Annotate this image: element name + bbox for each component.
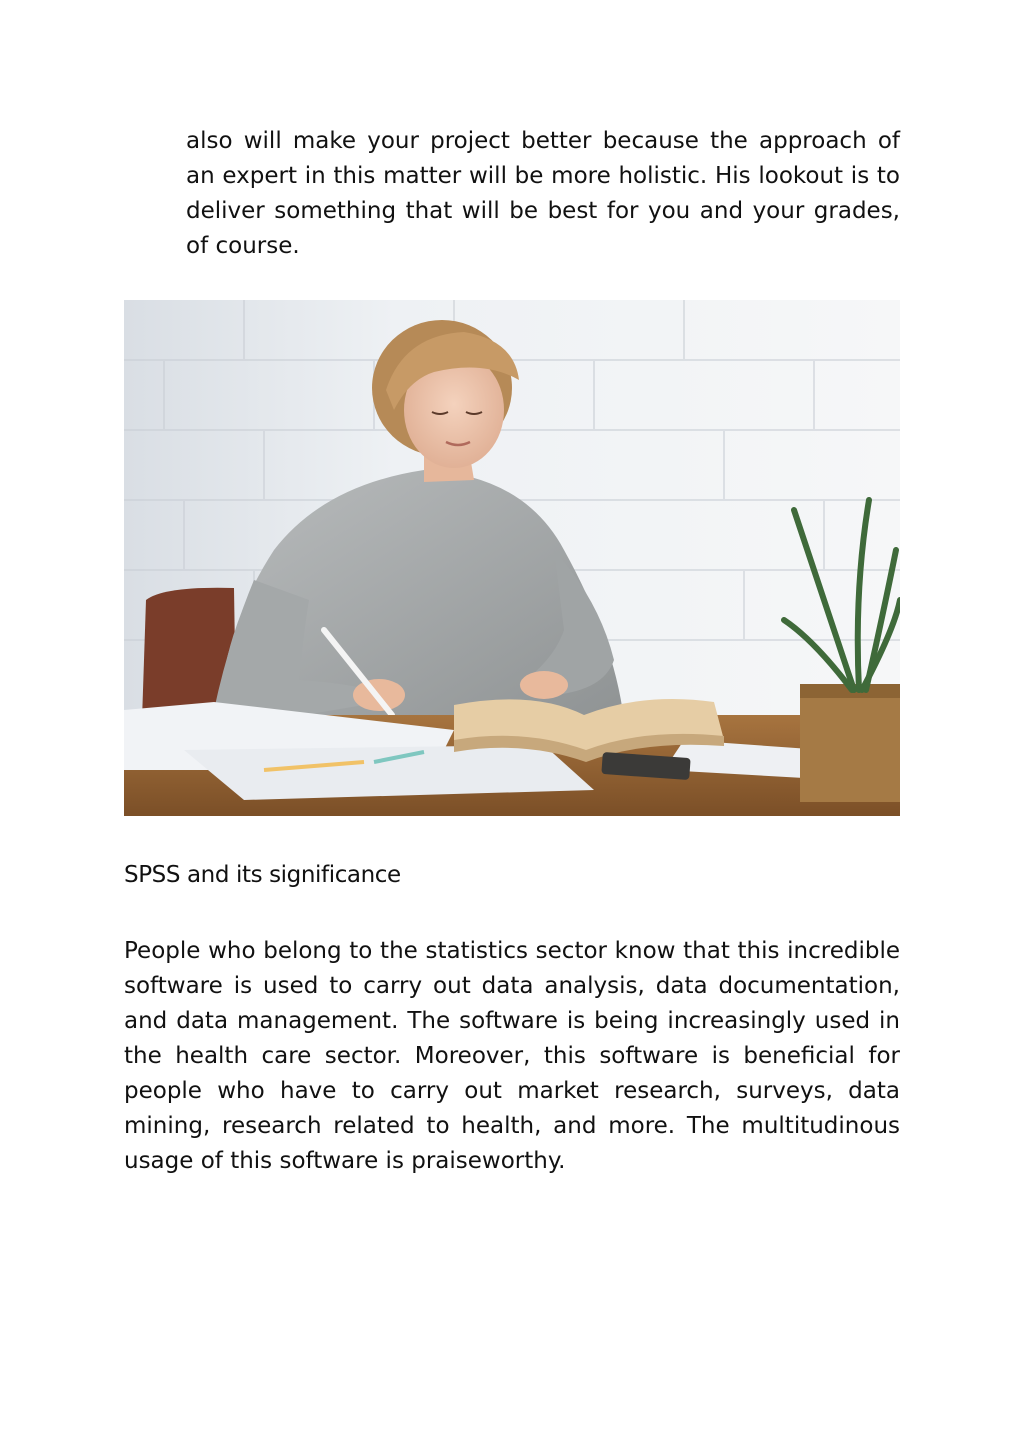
intro-paragraph: also will make your project better because the approach of an expert in this matter will be more holistic. His lookout is to deliver something that will be best for you and your grades, of course. [186,128,900,259]
section-paragraph: People who belong to the statistics sector know that this incredible software is used to carry out data analysis, data documentation, and data management. The software is being increasingly used in the health care sector. Moreover, this software is beneficial for people who have to carry out market research, surveys, data mining, research related to health, and more. The multitudinous usage of this software is praiseworthy. [124,938,900,1174]
plant-pot [800,684,900,802]
paper-stack [184,745,594,800]
section-heading: SPSS and its significance [124,862,401,888]
student-writing-photo [124,300,900,816]
resting-hand [520,671,568,699]
